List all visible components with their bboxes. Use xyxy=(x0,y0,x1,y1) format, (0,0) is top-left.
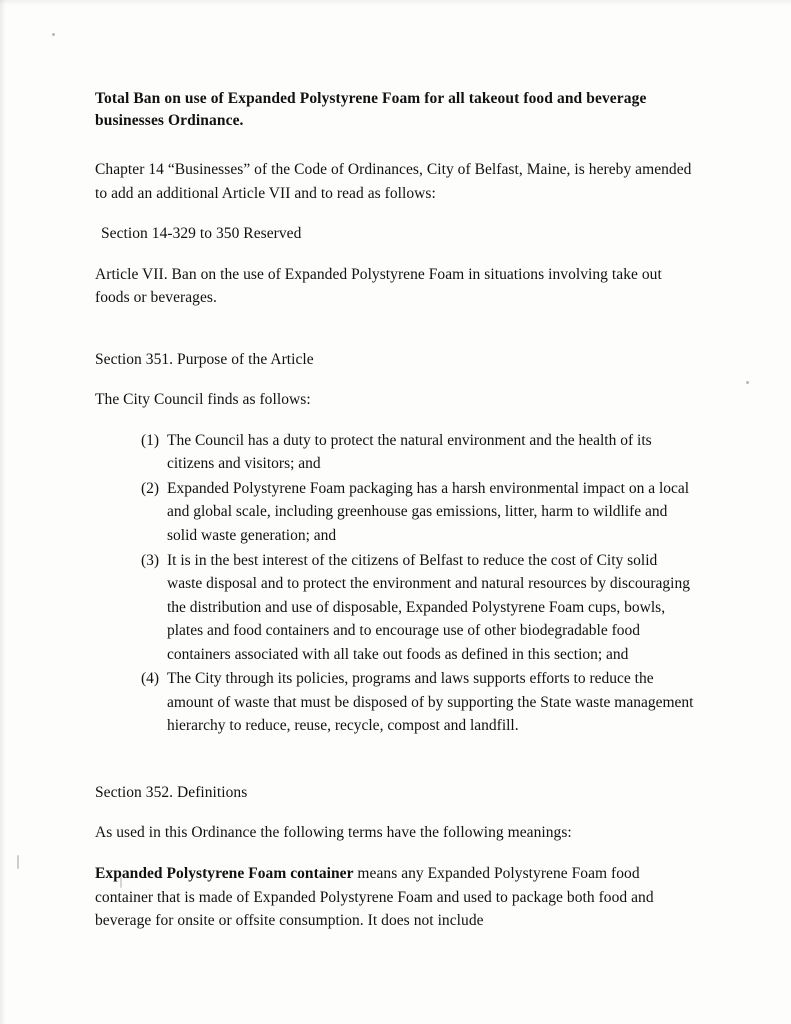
document-title: Total Ban on use of Expanded Polystyrene Foam for all takeout food and beverage businesses Ordinance. xyxy=(95,90,647,129)
scan-speck xyxy=(746,381,749,384)
section-351-list xyxy=(95,429,695,738)
list-item-text: Expanded Polystyrene Foam packaging has a harsh environmental impact on a local and global scale, including greenhouse gas emissions, litter, harm to wildlife and solid waste generation; and xyxy=(167,479,690,545)
reserved-sections-line: Section 14-329 to 350 Reserved xyxy=(101,225,302,243)
list-item xyxy=(95,549,695,667)
section-351-heading: Section 351. Purpose of the Article xyxy=(95,350,314,368)
list-item-number: (1) xyxy=(141,431,160,449)
list-item xyxy=(95,477,695,548)
section-351-leadin: The City Council finds as follows: xyxy=(95,391,311,409)
section-352-leadin: As used in this Ordinance the following terms have the following meanings: xyxy=(95,824,572,842)
section-352-heading: Section 352. Definitions xyxy=(95,783,248,801)
definition-text: means any Expanded Polystyrene Foam food container that is made of Expanded Polystyrene Foam and used to package both food and beverage for onsite or offsite consumption. It does not include xyxy=(95,865,654,930)
list-item-text: The City through its policies, programs and laws supports efforts to reduce the amount of waste that must be disposed of by supporting the State waste management hierarchy to reduce, reuse, recycle, compost and landfill. xyxy=(167,670,694,735)
list-item xyxy=(95,429,695,476)
intro-paragraph: Chapter 14 “Businesses” of the Code of Ordinances, City of Belfast, Maine, is hereby amended to add an additional Article VII and to read as follows: xyxy=(95,161,692,202)
section-spacer xyxy=(95,739,695,781)
list-item-text: It is in the best interest of the citizens of Belfast to reduce the cost of City solid waste disposal and to protect the environment and natural resources by discouraging the distribution and use of disposable, Expanded Polystyrene Foam cups, bowls, plates and food containers and to encourage use of other biodegradable food containers associated with all take out foods as defined in this section; and xyxy=(167,551,690,663)
list-item-number: (4) xyxy=(141,670,160,688)
list-item-text: The Council has a duty to protect the natural environment and the health of its citizens and visitors; and xyxy=(167,431,652,473)
definition-term: Expanded Polystyrene Foam container xyxy=(95,865,354,883)
list-item xyxy=(95,667,695,738)
scan-speck xyxy=(52,33,55,36)
page-edge-shadow-left xyxy=(0,0,6,1024)
list-item-number: (2) xyxy=(141,479,160,497)
article-vii-line: Article VII. Ban on the use of Expanded Polystyrene Foam in situations involving take out foods or beverages. xyxy=(95,265,662,307)
scan-speck xyxy=(17,855,19,869)
document-body xyxy=(95,88,695,950)
definition-paragraph xyxy=(95,862,695,933)
list-item-number: (3) xyxy=(141,551,160,569)
page-edge-shadow-top xyxy=(0,0,791,5)
